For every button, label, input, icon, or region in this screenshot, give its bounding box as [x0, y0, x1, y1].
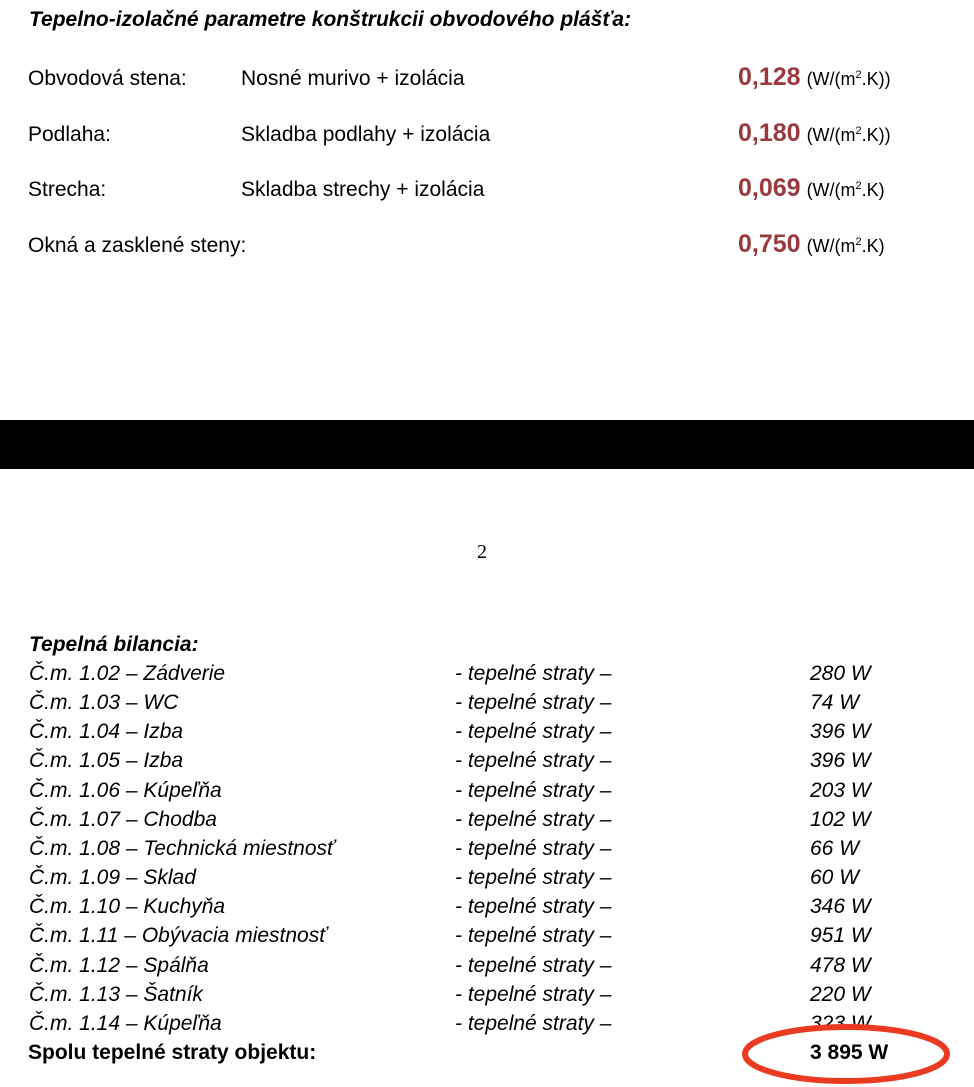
loss-value: 220 W: [810, 983, 871, 1006]
loss-value: 60 W: [810, 866, 860, 889]
loss-value: 102 W: [810, 808, 871, 831]
loss-label: - tepelné straty –: [455, 720, 612, 743]
loss-value: 346 W: [810, 895, 871, 918]
room-name: Č.m. 1.14 – Kúpeľňa: [29, 1012, 222, 1035]
loss-value: 280 W: [810, 662, 871, 685]
loss-label: - tepelné straty –: [455, 924, 612, 947]
loss-label: - tepelné straty –: [455, 1012, 612, 1035]
unit: ($W/(m^2.K)$: [806, 180, 885, 200]
loss-value: 951 W: [810, 924, 871, 947]
loss-label: - tepelné straty –: [455, 895, 612, 918]
room-name: Č.m. 1.10 – Kuchyňa: [29, 895, 226, 918]
room-name: Č.m. 1.12 – Spálňa: [29, 954, 209, 977]
loss-label: - tepelné straty –: [455, 779, 612, 802]
page-break-band: [0, 420, 974, 469]
param-label: Podlaha:: [28, 123, 111, 146]
param-label: Obvodová stena:: [28, 67, 187, 90]
total-label: Spolu tepelné straty objektu:: [28, 1041, 317, 1064]
room-name: Č.m. 1.08 – Technická miestnosť: [29, 837, 335, 860]
loss-value: 203 W: [810, 779, 871, 802]
loss-label: - tepelné straty –: [455, 983, 612, 1006]
param-label: Strecha:: [28, 178, 107, 201]
parameters-title: Tepelno-izolačné parametre konštrukcii obvodového plášťa:: [29, 8, 632, 31]
loss-label: - tepelné straty –: [455, 866, 612, 889]
u-value: 0,069: [738, 174, 801, 202]
room-name: Č.m. 1.02 – Zádverie: [29, 662, 226, 685]
loss-label: - tepelné straty –: [455, 954, 612, 977]
unit: ($W/(m^2.K)$: [806, 236, 885, 256]
u-value: 0,128: [738, 63, 801, 91]
param-description: Skladba podlahy + izolácia: [241, 123, 491, 146]
loss-label: - tepelné straty –: [455, 749, 612, 772]
loss-label: - tepelné straty –: [455, 808, 612, 831]
unit: $(W/(m^2.K))$: [806, 69, 891, 89]
loss-label: - tepelné straty –: [455, 662, 612, 685]
param-value: [738, 230, 885, 259]
param-value: [738, 119, 891, 148]
room-name: Č.m. 1.13 – Šatník: [29, 983, 203, 1006]
param-value: [738, 63, 891, 92]
total-value: 3 895 W: [810, 1041, 889, 1064]
u-value: 0,750: [738, 230, 801, 258]
loss-label: - tepelné straty –: [455, 691, 612, 714]
room-name: Č.m. 1.06 – Kúpeľňa: [29, 779, 222, 802]
loss-value: 66 W: [810, 837, 860, 860]
loss-label: - tepelné straty –: [455, 837, 612, 860]
room-name: Č.m. 1.05 – Izba: [29, 749, 184, 772]
param-value: [738, 174, 885, 203]
highlight-circle-annotation: [740, 1021, 952, 1087]
room-name: Č.m. 1.11 – Obývacia miestnosť: [29, 924, 327, 947]
param-description: Nosné murivo + izolácia: [241, 67, 465, 90]
balance-heading: Tepelná bilancia:: [29, 633, 199, 656]
param-label: Okná a zasklené steny:: [28, 234, 247, 257]
room-name: Č.m. 1.07 – Chodba: [29, 808, 217, 831]
loss-value: 396 W: [810, 720, 871, 743]
page-number: 2: [477, 541, 487, 563]
param-description: Skladba strechy + izolácia: [241, 178, 485, 201]
room-name: Č.m. 1.04 – Izba: [29, 720, 184, 743]
room-name: Č.m. 1.03 – WC: [29, 691, 179, 714]
loss-value: 74 W: [810, 691, 860, 714]
unit: $(W/(m^2.K))$: [806, 125, 891, 145]
loss-value: 396 W: [810, 749, 871, 772]
u-value: 0,180: [738, 119, 801, 147]
highlight-ellipse: [745, 1027, 947, 1081]
loss-value: 478 W: [810, 954, 871, 977]
room-name: Č.m. 1.09 – Sklad: [29, 866, 196, 889]
loss-value: 323 W: [810, 1012, 871, 1035]
